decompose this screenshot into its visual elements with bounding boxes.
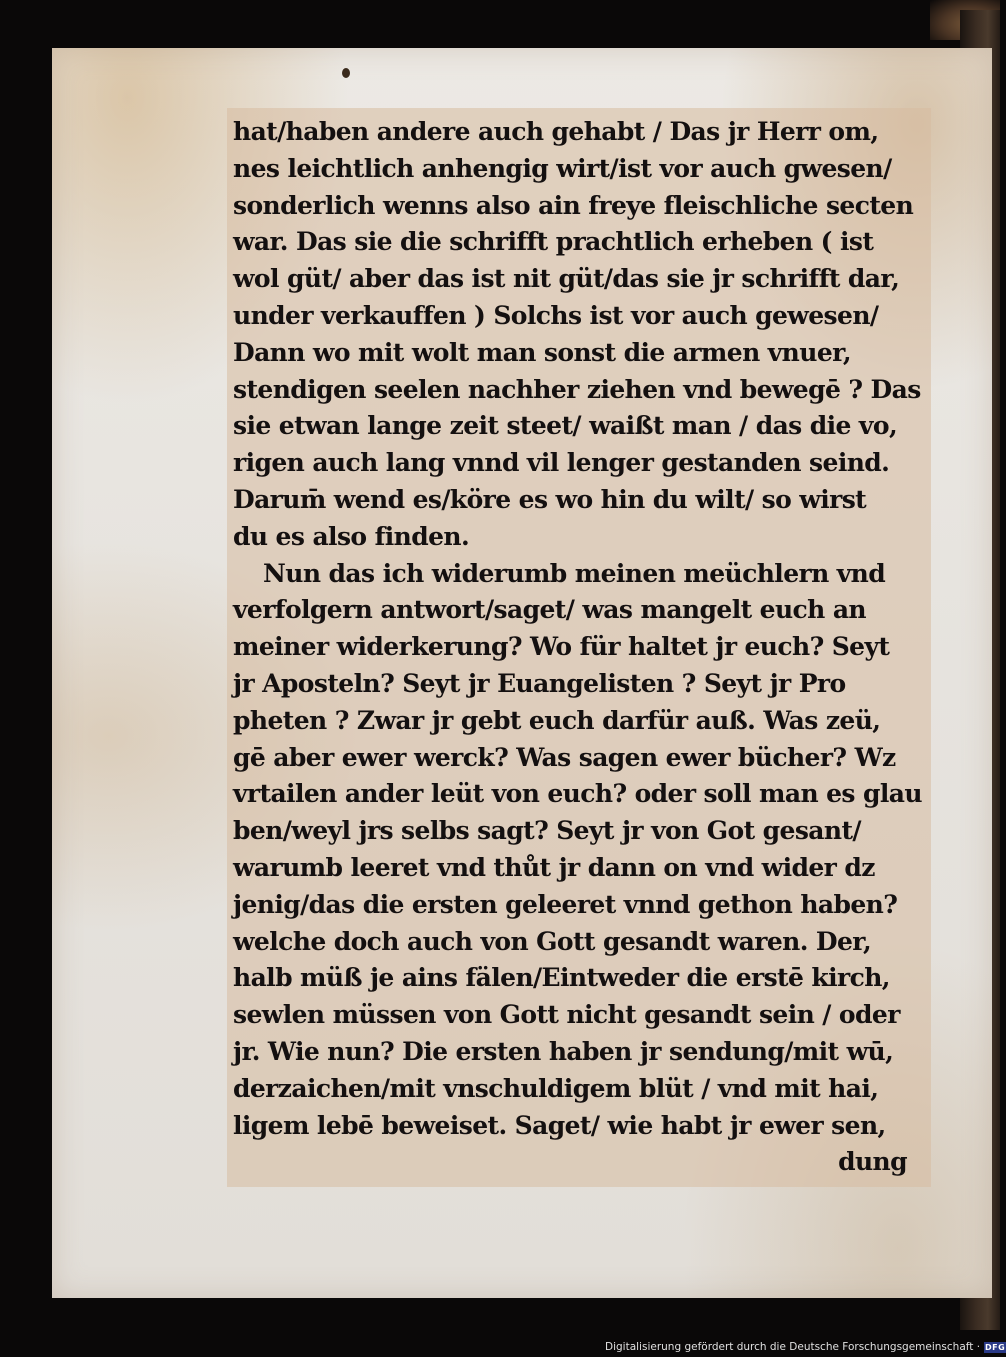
text-line: meiner widerkerung? Wo für haltet jr euch? Seyt	[233, 632, 890, 662]
text-line: warumb leeret vnd thůt jr dann on vnd wider dz	[233, 852, 875, 882]
text-line: ben/weyl jrs selbs sagt? Seyt jr von Got gesant/	[233, 816, 861, 846]
text-line: halb müß je ains fälen/Eintweder die erstē kirch,	[233, 963, 890, 993]
text-line: pheten ? Zwar jr gebt euch darfür auß. Was zeü,	[233, 705, 881, 735]
funding-text: Digitalisierung gefördert durch die Deutsche Forschungsgemeinschaft ·	[605, 1341, 981, 1353]
catchword: dung	[838, 1147, 907, 1177]
text-line: ligem lebē beweiset. Saget/ wie habt jr ewer sen,	[233, 1110, 886, 1140]
text-line: welche doch auch von Gott gesandt waren. Der,	[233, 926, 872, 956]
ink-stain	[342, 68, 350, 78]
text-line: gē aber ewer werck? Was sagen ewer bücher? Wz	[233, 742, 896, 772]
text-line: du es also finden.	[233, 521, 470, 551]
funding-footer	[605, 1340, 1006, 1354]
text-line: jenig/das die ersten geleeret vnnd gethon haben?	[233, 889, 898, 919]
text-line: war. Das sie die schrifft prachtlich erheben ( ist	[233, 227, 874, 257]
text-line: sonderlich wenns also ain freye fleischliche secten	[233, 190, 914, 220]
dfg-logo-icon[interactable]: DFG	[984, 1342, 1006, 1352]
text-line: wol güt/ aber das ist nit güt/das sie jr schrifft dar,	[233, 264, 900, 294]
text-line: under verkauffen ) Solchs ist vor auch gewesen/	[233, 300, 879, 330]
book-page	[52, 48, 992, 1298]
text-line: Darum̄ wend es/köre es wo hin du wilt/ so wirst	[233, 484, 867, 514]
text-line: Dann wo mit wolt man sonst die armen vnuer,	[233, 337, 851, 367]
text-line: sewlen müssen von Gott nicht gesandt sein / oder	[233, 1000, 900, 1030]
text-line: rigen auch lang vnnd vil lenger gestanden seind.	[233, 448, 890, 478]
text-line: hat/haben andere auch gehabt / Das jr Herr om,	[233, 117, 879, 146]
text-line: jr Aposteln? Seyt jr Euangelisten ? Seyt jr Pro	[233, 668, 846, 698]
text-line: jr. Wie nun? Die ersten haben jr sendung/mit wū,	[233, 1036, 894, 1066]
text-line: stendigen seelen nachher ziehen vnd bewegē ? Das	[233, 374, 921, 404]
text-block	[227, 108, 931, 1187]
text-line: derzaichen/mit vnschuldigem blüt / vnd mit hai,	[233, 1073, 879, 1103]
text-line: sie etwan lange zeit steet/ waißt man / das die vo,	[233, 411, 898, 441]
text-line: nes leichtlich anhengig wirt/ist vor auch gwesen/	[233, 153, 892, 183]
text-line: verfolgern antwort/saget/ was mangelt euch an	[233, 595, 866, 625]
text-line: vrtailen ander leüt von euch? oder soll man es glau	[233, 779, 922, 809]
paragraph-start-line: Nun das ich widerumb meinen meüchlern vnd	[263, 558, 886, 588]
